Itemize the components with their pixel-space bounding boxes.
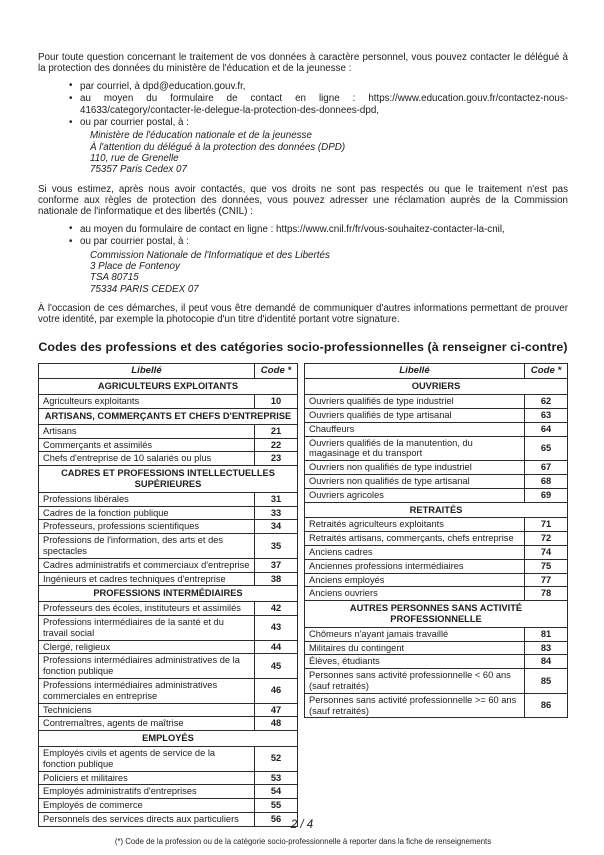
row-code-cell: 37 (255, 558, 298, 572)
row-code-cell: 65 (525, 436, 568, 461)
codes-tables-container (38, 363, 568, 827)
cnil-contact-item-postal: • ou par courrier postal, à : (68, 236, 568, 247)
row-label-cell: Techniciens (39, 703, 255, 717)
section-header-row (39, 409, 298, 425)
row-label-cell: Clergé, religieux (39, 640, 255, 654)
row-code-cell: 62 (525, 395, 568, 409)
row-label-cell: Professions intermédiaires administratives commerciales en entreprise (39, 678, 255, 703)
row-label-cell: Élèves, étudiants (305, 655, 525, 669)
section-header-row (305, 502, 568, 518)
address-line: 75334 PARIS CEDEX 07 (90, 283, 199, 295)
row-code-cell: 77 (525, 573, 568, 587)
row-label-cell: Ouvriers agricoles (305, 488, 525, 502)
table-row (305, 587, 568, 601)
row-label-cell: Personnes sans activité professionnelle < 60 ans (sauf retraités) (305, 669, 525, 694)
row-code-cell: 47 (255, 703, 298, 717)
row-label-cell: Policiers et militaires (39, 771, 255, 785)
table-row (39, 572, 298, 586)
row-code-cell: 42 (255, 602, 298, 616)
dpd-contact-item-email: • par courriel, à dpd@education.gouv.fr, (68, 81, 568, 92)
table-row (305, 409, 568, 423)
table-row (39, 746, 298, 771)
row-label-cell: Employés civils et agents de service de la fonction publique (39, 746, 255, 771)
row-label-cell: Ouvriers non qualifiés de type artisanal (305, 475, 525, 489)
address-line: Ministère de l'éducation nationale et de la jeunesse (90, 130, 312, 142)
row-code-cell: 34 (255, 520, 298, 534)
dpd-postal-address (90, 130, 568, 175)
row-code-cell: 46 (255, 678, 298, 703)
address-line: TSA 80715 (90, 272, 139, 284)
row-code-cell: 23 (255, 452, 298, 466)
table-row (305, 488, 568, 502)
row-label-cell: Professions intermédiaires administratives de la fonction publique (39, 654, 255, 679)
row-label-cell: Contremaîtres, agents de maîtrise (39, 717, 255, 731)
page-number: 2 / 4 (290, 819, 314, 831)
row-code-cell: 52 (255, 746, 298, 771)
row-code-cell: 21 (255, 424, 298, 438)
row-code-cell: 74 (525, 546, 568, 560)
column-header-libelle: Libellé (305, 363, 525, 379)
table-row (39, 640, 298, 654)
dpd-contact-item-online-form: • au moyen du formulaire de contact en ligne : https://www.education.gouv.fr/contactez-nous-41633/category/contacter-le-delegue-la-protection-des-donnees-dpd, (68, 93, 568, 116)
table-row (305, 546, 568, 560)
row-code-cell: 56 (255, 812, 298, 826)
section-header-label: CADRES ET PROFESSIONS INTELLECTUELLES SUPÉRIEURES (39, 466, 298, 493)
table-row (39, 520, 298, 534)
row-code-cell: 10 (255, 395, 298, 409)
row-label-cell: Anciennes professions intermédiaires (305, 559, 525, 573)
row-label-cell: Chefs d'entreprise de 10 salariés ou plus (39, 452, 255, 466)
table-header-row (39, 363, 298, 379)
table-row (305, 693, 568, 718)
row-label-cell: Professions intermédiaires de la santé et du travail social (39, 616, 255, 641)
table-row (39, 703, 298, 717)
section-header-label: ARTISANS, COMMERÇANTS ET CHEFS D'ENTREPRISE (39, 409, 298, 425)
row-label-cell: Employés administratifs d'entreprises (39, 785, 255, 799)
row-code-cell: 33 (255, 506, 298, 520)
codes-table-title: Codes des professions et des catégories socio-professionnelles (à renseigner ci-contre) (38, 339, 568, 354)
row-code-cell: 45 (255, 654, 298, 679)
table-row (305, 422, 568, 436)
row-code-cell: 86 (525, 693, 568, 718)
dpd-contact-list (68, 81, 568, 129)
table-row (305, 627, 568, 641)
table-row (305, 518, 568, 532)
table-header-row (305, 363, 568, 379)
table-row (305, 573, 568, 587)
column-header-code: Code * (525, 363, 568, 379)
row-code-cell: 78 (525, 587, 568, 601)
row-code-cell: 69 (525, 488, 568, 502)
row-label-cell: Ingénieurs et cadres techniques d'entreprise (39, 572, 255, 586)
row-label-cell: Chauffeurs (305, 422, 525, 436)
identity-proof-paragraph: À l'occasion de ces démarches, il peut vous être demandé de communiquer d'autres informations permettant de prouver votre identité, par exemple la photocopie d'un titre d'identité portant votre signature. (38, 302, 568, 326)
codes-table (38, 363, 298, 827)
row-code-cell: 63 (525, 409, 568, 423)
section-header-label: EMPLOYÉS (39, 731, 298, 747)
row-label-cell: Cadres de la fonction publique (39, 506, 255, 520)
row-code-cell: 22 (255, 438, 298, 452)
row-label-cell: Chômeurs n'ayant jamais travaillé (305, 627, 525, 641)
row-label-cell: Professions libérales (39, 492, 255, 506)
dpd-contact-paragraph: Pour toute question concernant le traitement de vos données à caractère personnel, vous pouvez contacter le délégué à la protection des données du ministère de l'éducation et de la jeunesse : (38, 52, 568, 75)
table-row (39, 492, 298, 506)
table-row (305, 559, 568, 573)
row-label-cell: Artisans (39, 424, 255, 438)
row-label-cell: Ouvriers non qualifiés de type industriel (305, 461, 525, 475)
code-footnote: (*) Code de la profession ou de la catégorie socio-professionnelle à reporter dans la fiche de renseignements (114, 836, 492, 846)
row-code-cell: 72 (525, 532, 568, 546)
table-row (39, 771, 298, 785)
row-code-cell: 64 (525, 422, 568, 436)
table-row (39, 799, 298, 813)
row-code-cell: 35 (255, 534, 298, 559)
row-code-cell: 53 (255, 771, 298, 785)
table-row (39, 506, 298, 520)
row-label-cell: Retraités artisans, commerçants, chefs entreprise (305, 532, 525, 546)
table-row (305, 475, 568, 489)
table-row (39, 602, 298, 616)
row-label-cell: Professeurs, professions scientifiques (39, 520, 255, 534)
section-header-label: OUVRIERS (305, 379, 568, 395)
table-row (39, 438, 298, 452)
row-code-cell: 44 (255, 640, 298, 654)
dpd-contact-item-postal: • ou par courrier postal, à : (68, 117, 568, 128)
table-row (39, 717, 298, 731)
row-code-cell: 68 (525, 475, 568, 489)
column-header-code: Code * (255, 363, 298, 379)
row-label-cell: Ouvriers qualifiés de type industriel (305, 395, 525, 409)
section-header-label: AUTRES PERSONNES SANS ACTIVITÉ PROFESSIONNELLE (305, 601, 568, 628)
row-label-cell: Ouvriers qualifiés de la manutention, du magasinage et du transport (305, 436, 525, 461)
row-code-cell: 67 (525, 461, 568, 475)
codes-table-right (304, 363, 568, 719)
row-label-cell: Anciens cadres (305, 546, 525, 560)
row-code-cell: 71 (525, 518, 568, 532)
cnil-contact-list (68, 224, 568, 248)
section-header-label: AGRICULTEURS EXPLOITANTS (39, 379, 298, 395)
row-label-cell: Ouvriers qualifiés de type artisanal (305, 409, 525, 423)
address-line: À l'attention du délégué à la protection des données (DPD) (90, 141, 346, 153)
table-row (39, 452, 298, 466)
row-code-cell: 55 (255, 799, 298, 813)
row-label-cell: Cadres administratifs et commerciaux d'entreprise (39, 558, 255, 572)
row-code-cell: 54 (255, 785, 298, 799)
row-label-cell: Retraités agriculteurs exploitants (305, 518, 525, 532)
row-code-cell: 31 (255, 492, 298, 506)
cnil-contact-item-online-form: • au moyen du formulaire de contact en ligne : https://www.cnil.fr/fr/vous-souhaitez-contacter-la-cnil, (68, 224, 568, 235)
table-row (39, 424, 298, 438)
row-label-cell: Employés de commerce (39, 799, 255, 813)
row-code-cell: 81 (525, 627, 568, 641)
row-label-cell: Professions de l'information, des arts et des spectacles (39, 534, 255, 559)
table-row (305, 669, 568, 694)
row-label-cell: Professeurs des écoles, instituteurs et assimilés (39, 602, 255, 616)
row-code-cell: 85 (525, 669, 568, 694)
section-header-label: PROFESSIONS INTERMÉDIAIRES (39, 586, 298, 602)
row-label-cell: Personnels des services directs aux particuliers (39, 812, 255, 826)
table-row (39, 534, 298, 559)
row-code-cell: 75 (525, 559, 568, 573)
codes-table (304, 363, 568, 719)
row-label-cell: Personnes sans activité professionnelle >= 60 ans (sauf retraités) (305, 693, 525, 718)
section-header-row (39, 586, 298, 602)
cnil-postal-address (90, 250, 568, 295)
section-header-row (39, 466, 298, 493)
section-header-label: RETRAITÉS (305, 502, 568, 518)
row-label-cell: Agriculteurs exploitants (39, 395, 255, 409)
address-line: 3 Place de Fontenoy (90, 260, 180, 272)
cnil-complaint-paragraph: Si vous estimez, après nous avoir contactés, que vos droits ne sont pas respectés ou que le traitement n'est pas conforme aux règles de protection des données, vous pouvez adresser une réclamation auprès de la Commission nationale de l'informatique et des libertés (CNIL) : (38, 183, 568, 218)
column-header-libelle: Libellé (39, 363, 255, 379)
table-row (305, 655, 568, 669)
table-row (39, 678, 298, 703)
table-row (305, 395, 568, 409)
table-row (39, 395, 298, 409)
row-code-cell: 83 (525, 641, 568, 655)
table-row (305, 461, 568, 475)
address-line: Commission Nationale de l'Informatique et des Libertés (90, 249, 330, 261)
row-code-cell: 84 (525, 655, 568, 669)
row-label-cell: Commerçants et assimilés (39, 438, 255, 452)
row-label-cell: Anciens employés (305, 573, 525, 587)
row-label-cell: Militaires du contingent (305, 641, 525, 655)
table-row (305, 532, 568, 546)
address-line: 75357 Paris Cedex 07 (90, 164, 187, 176)
address-line: 110, rue de Grenelle (90, 153, 179, 165)
section-header-row (305, 601, 568, 628)
table-row (305, 641, 568, 655)
codes-table-left (38, 363, 298, 827)
table-row (39, 558, 298, 572)
section-header-row (39, 379, 298, 395)
row-code-cell: 48 (255, 717, 298, 731)
row-label-cell: Anciens ouvriers (305, 587, 525, 601)
row-code-cell: 38 (255, 572, 298, 586)
section-header-row (39, 731, 298, 747)
section-header-row (305, 379, 568, 395)
table-row (39, 616, 298, 641)
table-row (39, 654, 298, 679)
table-row (305, 436, 568, 461)
table-row (39, 785, 298, 799)
row-code-cell: 43 (255, 616, 298, 641)
